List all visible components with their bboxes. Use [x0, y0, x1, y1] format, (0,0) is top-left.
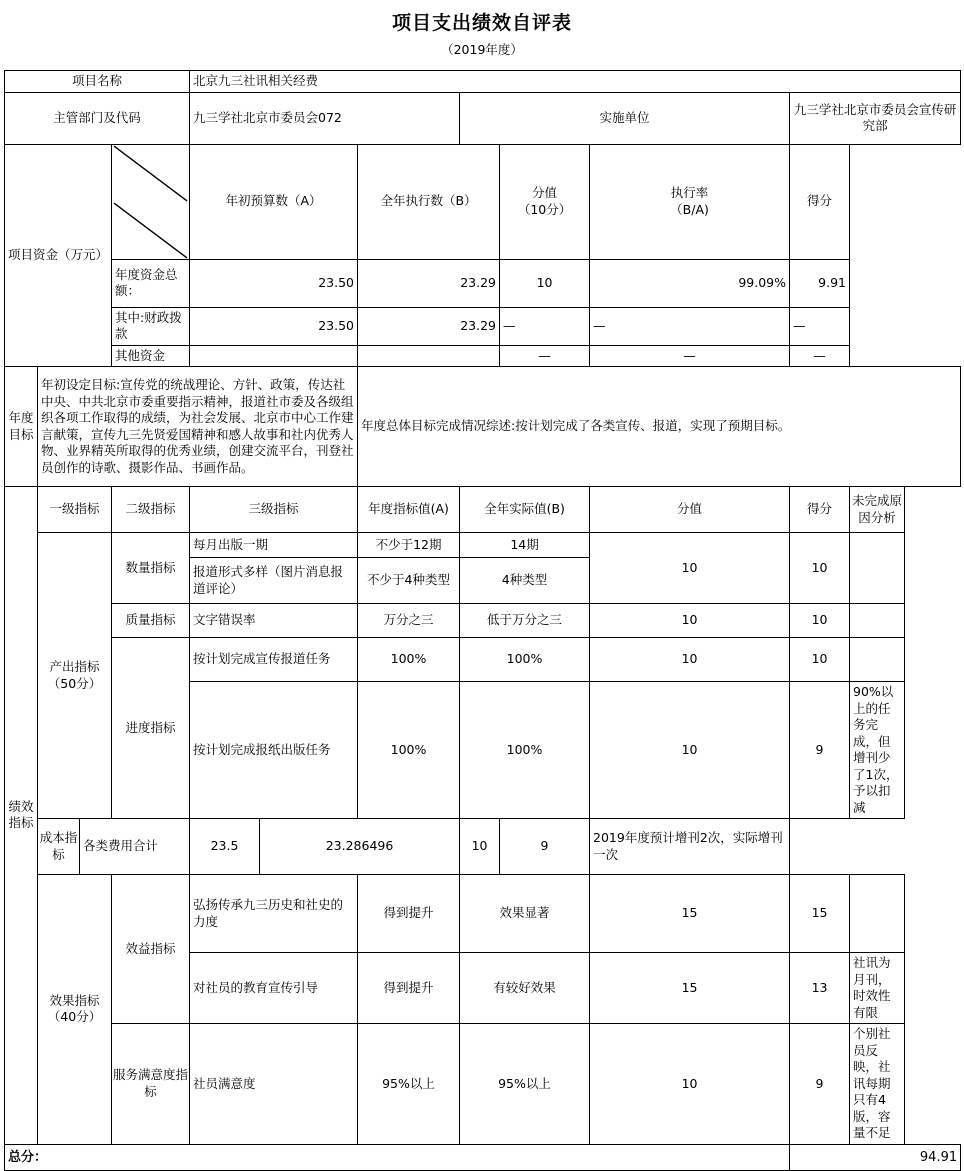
- target-value: 得到提升: [358, 875, 460, 953]
- table-row-indicator: [5, 819, 961, 875]
- level1-name-line1: 效果指标: [49, 992, 100, 1008]
- reason-text: 社讯为月刊，时效性有限: [850, 953, 905, 1024]
- table-row-indicator: [5, 604, 961, 638]
- col-header-target: 年度指标值(A): [358, 487, 460, 533]
- funds-row-label: 其中:财政拨款: [112, 307, 190, 345]
- col-header-actual: 全年实际值(B): [460, 487, 590, 533]
- funds-col-score-value-line2: （10分）: [517, 201, 572, 217]
- funds-points-value: 9.91: [790, 259, 850, 307]
- implementation-unit-value: 九三学社北京市委员会宣传研究部: [790, 92, 961, 144]
- points-value: 15: [790, 875, 850, 953]
- level1-output-indicator: [38, 533, 112, 819]
- col-header-score-value: 分值: [590, 487, 790, 533]
- level3-name: 社员满意度: [190, 1024, 358, 1145]
- level1-name-line2: （40分）: [47, 1009, 102, 1025]
- table-row-indicator: [5, 875, 961, 953]
- performance-section-label: 绩效指标: [5, 487, 38, 1145]
- funds-col-rate: [590, 144, 790, 259]
- funds-budget-value: 23.50: [190, 259, 358, 307]
- target-value: 得到提升: [358, 953, 460, 1024]
- funds-rate-value: —: [590, 345, 790, 367]
- score-value: 10: [590, 533, 790, 604]
- actual-value: 95%以上: [460, 1024, 590, 1145]
- implementation-unit-label: 实施单位: [460, 92, 790, 144]
- col-header-level1: 一级指标: [38, 487, 112, 533]
- level2-progress-indicator: 进度指标: [112, 638, 190, 819]
- score-value: 10: [590, 1024, 790, 1145]
- funds-score-value: 10: [500, 259, 590, 307]
- department-label: 主管部门及代码: [5, 92, 190, 144]
- funds-col-rate-line1: 执行率: [670, 185, 709, 201]
- funds-executed-value: [358, 345, 500, 367]
- funds-score-value: —: [500, 345, 590, 367]
- table-row-funds-other: [5, 345, 961, 367]
- col-header-level3: 三级指标: [190, 487, 358, 533]
- score-value: 10: [590, 638, 790, 682]
- level3-name: 每月出版一期: [190, 533, 358, 558]
- funds-budget-value: [190, 345, 358, 367]
- funds-col-budget: 年初预算数（A）: [190, 144, 358, 259]
- level2-quality-indicator: 质量指标: [112, 604, 190, 638]
- col-header-reason: 未完成原因分析: [850, 487, 905, 533]
- project-name-value: 北京九三社讯相关经费: [190, 71, 961, 93]
- reason-text: [850, 638, 905, 682]
- funds-col-score-value-line1: 分值: [532, 185, 558, 201]
- target-value: 不少于12期: [358, 533, 460, 558]
- table-row-funds-fiscal: [5, 307, 961, 345]
- table-row-indicator: [5, 638, 961, 682]
- reason-text: [850, 875, 905, 953]
- level3-name: 文字错误率: [190, 604, 358, 638]
- funds-points-value: —: [790, 307, 850, 345]
- level2-quantity-indicator: 数量指标: [112, 533, 190, 604]
- funds-rate-value: —: [590, 307, 790, 345]
- level3-name: 对社员的教育宣传引导: [190, 953, 358, 1024]
- points-value: 9: [790, 1024, 850, 1145]
- score-value: 15: [590, 953, 790, 1024]
- level3-name: 按计划完成报纸出版任务: [190, 682, 358, 819]
- level1-name-line1: 产出指标: [49, 659, 100, 675]
- department-value: 九三学社北京市委员会072: [190, 92, 460, 144]
- actual-value: 14期: [460, 533, 590, 558]
- total-score-value: 94.91: [790, 1144, 961, 1170]
- level2-cost-indicator: 成本指标: [38, 819, 80, 875]
- reason-text: 90%以上的任务完成，但增刊少了1次，予以扣减: [850, 682, 905, 819]
- table-row-indicator: [5, 1024, 961, 1145]
- funds-budget-value: 23.50: [190, 307, 358, 345]
- actual-value: 有较好效果: [460, 953, 590, 1024]
- score-value: 10: [590, 682, 790, 819]
- table-row-perf-header: [5, 487, 961, 533]
- reason-text: [850, 604, 905, 638]
- annual-goal-label: 年度目标: [5, 367, 38, 487]
- reason-text: 2019年度预计增刊2次，实际增刊一次: [590, 819, 790, 875]
- page-subtitle: （2019年度）: [441, 41, 523, 57]
- table-row-annual-goal: [5, 367, 961, 487]
- points-value: 10: [790, 533, 850, 604]
- diagonal-lines-icon: [112, 145, 189, 259]
- level3-name: 弘扬传承九三历史和社史的力度: [190, 875, 358, 953]
- funds-col-points: 得分: [790, 144, 850, 259]
- level2-satisfaction-indicator: 服务满意度指标: [112, 1024, 190, 1145]
- level1-effect-indicator: [38, 875, 112, 1145]
- funds-col-executed: 全年执行数（B）: [358, 144, 500, 259]
- total-score-label: 总分：: [5, 1144, 790, 1170]
- actual-value: 23.286496: [260, 819, 460, 875]
- target-value: 万分之三: [358, 604, 460, 638]
- col-header-points: 得分: [790, 487, 850, 533]
- target-value: 95%以上: [358, 1024, 460, 1145]
- reason-text: [850, 533, 905, 604]
- performance-self-evaluation-table: [4, 70, 961, 1171]
- funds-row-label: 年度资金总额：: [112, 259, 190, 307]
- points-value: 9: [790, 682, 850, 819]
- points-value: 9: [500, 819, 590, 875]
- target-value: 23.5: [190, 819, 260, 875]
- level3-name: 按计划完成宣传报道任务: [190, 638, 358, 682]
- funds-executed-value: 23.29: [358, 259, 500, 307]
- table-row-project-name: [5, 71, 961, 93]
- annual-goal-set: 年初设定目标:宣传党的统战理论、方针、政策，传达社中央、中共北京市委重要指示精神，报道社市委及各级组织各项工作取得的成绩，为社会发展、北京市中心工作建言献策，宣传九三先贤爱国精神和感人故事和社内优秀人物、业界精英所取得的优秀业绩，创建交流平台，刊登社员创作的诗歌、摄影作品、书画作品。: [38, 367, 358, 487]
- points-value: 10: [790, 604, 850, 638]
- score-value: 15: [590, 875, 790, 953]
- actual-value: 4种类型: [460, 558, 590, 604]
- target-value: 100%: [358, 682, 460, 819]
- table-row-total-score: [5, 1144, 961, 1170]
- funds-score-value: —: [500, 307, 590, 345]
- funds-rate-value: 99.09%: [590, 259, 790, 307]
- reason-text: 个别社员反映，社讯每期只有4版，容量不足: [850, 1024, 905, 1145]
- funds-col-rate-line2: （B/A): [670, 201, 709, 217]
- level1-name-line2: （50分）: [47, 675, 102, 691]
- funds-executed-value: 23.29: [358, 307, 500, 345]
- funds-col-score-value: [500, 144, 590, 259]
- funds-row-label: 其他资金: [112, 345, 190, 367]
- level3-name: 报道形式多样（图片消息报道评论）: [190, 558, 358, 604]
- actual-value: 100%: [460, 638, 590, 682]
- page-title: 项目支出绩效自评表: [391, 12, 572, 34]
- level3-name: 各类费用合计: [80, 819, 190, 875]
- target-value: 不少于4种类型: [358, 558, 460, 604]
- funds-diagonal-cell: [112, 144, 190, 259]
- funds-points-value: —: [790, 345, 850, 367]
- score-value: 10: [590, 604, 790, 638]
- points-value: 10: [790, 638, 850, 682]
- actual-value: 100%: [460, 682, 590, 819]
- project-name-label: 项目名称: [5, 71, 190, 93]
- col-header-level2: 二级指标: [112, 487, 190, 533]
- annual-goal-achieved: 年度总体目标完成情况综述:按计划完成了各类宣传、报道，实现了预期目标。: [358, 367, 961, 487]
- points-value: 13: [790, 953, 850, 1024]
- table-row-funds-header: [5, 144, 961, 259]
- actual-value: 低于万分之三: [460, 604, 590, 638]
- table-row-department: [5, 92, 961, 144]
- actual-value: 效果显著: [460, 875, 590, 953]
- score-value: 10: [460, 819, 500, 875]
- target-value: 100%: [358, 638, 460, 682]
- funds-section-label: 项目资金（万元）: [5, 144, 112, 367]
- table-row-funds-total: [5, 259, 961, 307]
- level2-benefit-indicator: 效益指标: [112, 875, 190, 1024]
- table-row-indicator: [5, 533, 961, 558]
